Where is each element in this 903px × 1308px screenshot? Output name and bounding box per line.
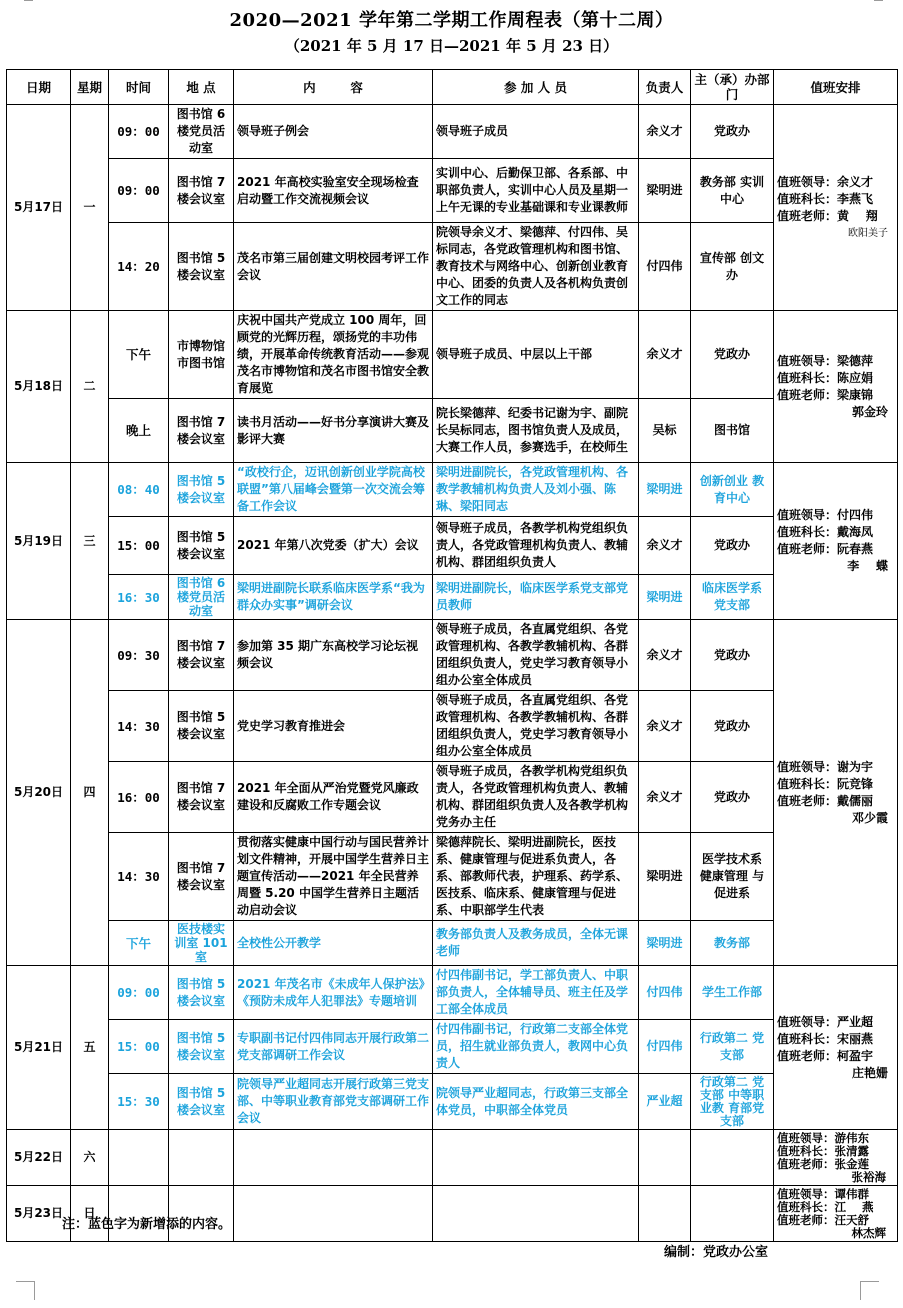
- participants-cell: 领导班子成员，各教学机构党组织负责人，各党政管理机构负责人、教辅机构、群团组织负责人及各教学机构党务办主任: [433, 762, 639, 833]
- participants-cell: 教务部负责人及教务成员，全体无课老师: [433, 921, 639, 966]
- duty-teacher: 值班老师：黄 翔: [777, 208, 878, 223]
- duty-chief: 值班科长：戴海凤: [777, 525, 874, 539]
- time-cell: 09：00: [109, 159, 169, 223]
- participants-cell: [433, 1130, 639, 1186]
- duty-cell: [774, 620, 898, 966]
- dept-cell: 教务部: [691, 921, 774, 966]
- leader-cell: 梁明进: [639, 921, 691, 966]
- table-row: [7, 517, 898, 575]
- time-cell: 下午: [109, 921, 169, 966]
- place-cell: 图书馆 7 楼会议室: [169, 762, 234, 833]
- participants-cell: 领导班子成员、中层以上干部: [433, 311, 639, 399]
- place-cell: 图书馆 5 楼会议室: [169, 966, 234, 1020]
- duty-cell: [774, 1130, 898, 1186]
- dept-cell: 党政办: [691, 105, 774, 159]
- time-cell: 14：30: [109, 691, 169, 762]
- leader-cell: 余义才: [639, 517, 691, 575]
- date-cell: 5月20日: [7, 620, 71, 966]
- duty-teacher: 值班老师：柯盈宇: [777, 1048, 874, 1063]
- editor-credit: 编制：党政办公室: [664, 1245, 769, 1260]
- table-row: [7, 966, 898, 1020]
- duty-teacher-2: 张裕海: [851, 1169, 886, 1184]
- participants-cell: 领导班子成员: [433, 105, 639, 159]
- time-cell: 15：00: [109, 1020, 169, 1074]
- time-cell: 晚上: [109, 399, 169, 463]
- dept-cell: 图书馆: [691, 399, 774, 463]
- weekday-cell: 六: [71, 1130, 109, 1186]
- time-cell: 14：30: [109, 833, 169, 921]
- table-row: [7, 575, 898, 620]
- content-cell: 参加第 35 期广东高校学习论坛视频会议: [234, 620, 433, 691]
- dept-cell: 医学技术系 健康管理 与促进系: [691, 833, 774, 921]
- participants-cell: 实训中心、后勤保卫部、各系部、中职部负责人，实训中心人员及星期一上午无课的专业基础课和专业课教师: [433, 159, 639, 223]
- header-row: [7, 70, 898, 105]
- table-row: [7, 1130, 898, 1186]
- content-cell: 领导班子例会: [234, 105, 433, 159]
- table-row: [7, 463, 898, 517]
- leader-cell: 余义才: [639, 762, 691, 833]
- dept-cell: 创新创业 教育中心: [691, 463, 774, 517]
- content-cell: [234, 1130, 433, 1186]
- place-cell: 图书馆 6 楼党员活动室: [169, 105, 234, 159]
- leader-cell: 余义才: [639, 691, 691, 762]
- duty-chief: 值班科长：陈应娟: [777, 370, 874, 385]
- participants-cell: 付四伟副书记，行政第二支部全体党员，招生就业部负责人，教网中心负责人: [433, 1020, 639, 1074]
- content-cell: 梁明进副院长联系临床医学系“我为群众办实事”调研会议: [234, 575, 433, 620]
- table-row: [7, 762, 898, 833]
- place-cell: 市博物馆 市图书馆: [169, 311, 234, 399]
- duty-chief: 值班科长：张清露: [777, 1143, 869, 1158]
- date-cell: 5月17日: [7, 105, 71, 311]
- table-row: [7, 620, 898, 691]
- col-header-dept: 主（承）办部 门: [691, 70, 774, 105]
- content-cell: 2021 年全面从严治党暨党风廉政建设和反腐败工作专题会议: [234, 762, 433, 833]
- time-cell: 16：00: [109, 762, 169, 833]
- content-cell: 庆祝中国共产党成立 100 周年，回顾党的光辉历程，颂扬党的丰功伟绩，开展革命传统教育活动——参观茂名市博物馆和茂名市图书馆安全教育展览: [234, 311, 433, 399]
- weekday-cell: 四: [71, 620, 109, 966]
- duty-chief: 值班科长：李燕飞: [777, 191, 874, 206]
- participants-cell: 院长梁德萍、纪委书记谢为宇、副院长吴标同志，图书馆负责人及成员，大赛工作人员，参赛选手，在校师生: [433, 399, 639, 463]
- leader-cell: 余义才: [639, 311, 691, 399]
- duty-leader: 值班领导：余义才: [777, 174, 874, 189]
- time-cell: 14：20: [109, 223, 169, 311]
- dept-cell: 宣传部 创文办: [691, 223, 774, 311]
- duty-teacher-2: 李 蝶: [847, 559, 888, 573]
- place-cell: 图书馆 7 楼会议室: [169, 159, 234, 223]
- participants-cell: 梁明进副院长，各党政管理机构、各教学教辅机构负责人及刘小强、陈琳、梁阳同志: [433, 463, 639, 517]
- leader-cell: [639, 1130, 691, 1186]
- leader-cell: 余义才: [639, 105, 691, 159]
- time-cell: 15：30: [109, 1074, 169, 1130]
- content-cell: “政校行企，迈讯创新创业学院高校联盟”第八届峰会暨第一次交流会筹备工作会议: [234, 463, 433, 517]
- leader-cell: 付四伟: [639, 1020, 691, 1074]
- table-row: [7, 833, 898, 921]
- duty-chief: 值班科长：宋丽燕: [777, 1031, 874, 1046]
- participants-cell: [433, 1186, 639, 1242]
- leader-cell: 梁明进: [639, 463, 691, 517]
- place-cell: 图书馆 5 楼会议室: [169, 1074, 234, 1130]
- table-row: [7, 399, 898, 463]
- duty-teacher-2: 郭金玲: [851, 404, 888, 419]
- dept-cell: 党政办: [691, 311, 774, 399]
- place-cell: 图书馆 7 楼会议室: [169, 833, 234, 921]
- weekday-cell: 三: [71, 463, 109, 620]
- table-row: [7, 311, 898, 399]
- table-row: [7, 1020, 898, 1074]
- leader-cell: 严业超: [639, 1074, 691, 1130]
- time-cell: [109, 1130, 169, 1186]
- table-row: [7, 921, 898, 966]
- place-cell: 图书馆 5 楼会议室: [169, 1020, 234, 1074]
- leader-cell: 付四伟: [639, 223, 691, 311]
- time-cell: 16：30: [109, 575, 169, 620]
- time-cell: 15：00: [109, 517, 169, 575]
- col-header-weekday: 星期: [71, 70, 109, 105]
- duty-chief: 值班科长：阮竞锋: [777, 776, 874, 791]
- leader-cell: [639, 1186, 691, 1242]
- col-header-content: 内 容: [234, 70, 433, 105]
- col-header-place: 地 点: [169, 70, 234, 105]
- col-header-leader: 负责人: [639, 70, 691, 105]
- content-cell: [234, 1186, 433, 1242]
- duty-teacher: 值班老师：阮春燕: [777, 542, 874, 556]
- weekday-cell: 二: [71, 311, 109, 463]
- place-cell: 图书馆 5 楼会议室: [169, 517, 234, 575]
- duty-leader: 值班领导：游伟东: [777, 1130, 869, 1145]
- leader-cell: 梁明进: [639, 159, 691, 223]
- table-row: [7, 1074, 898, 1130]
- table-row: [7, 223, 898, 311]
- schedule-table: [6, 69, 898, 1242]
- content-cell: 全校性公开教学: [234, 921, 433, 966]
- place-cell: 图书馆 7 楼会议室: [169, 620, 234, 691]
- place-cell: 图书馆 5 楼会议室: [169, 463, 234, 517]
- content-cell: 2021 年高校实验室安全现场检查启动暨工作交流视频会议: [234, 159, 433, 223]
- content-cell: 读书月活动——好书分享演讲大赛及影评大赛: [234, 399, 433, 463]
- duty-teacher-2: 邓少霞: [851, 810, 888, 825]
- content-cell: 专职副书记付四伟同志开展行政第二党支部调研工作会议: [234, 1020, 433, 1074]
- date-cell: 5月22日: [7, 1130, 71, 1186]
- participants-cell: 付四伟副书记，学工部负责人、中职部负责人，全体辅导员、班主任及学工部全体成员: [433, 966, 639, 1020]
- duty-teacher-2: 林杰辉: [851, 1225, 886, 1240]
- date-cell: 5月19日: [7, 463, 71, 620]
- col-header-duty: 值班安排: [774, 70, 898, 105]
- participants-cell: 院领导严业超同志，行政第三支部全体党员，中职部全体党员: [433, 1074, 639, 1130]
- dept-cell: 行政第二 党支部: [691, 1020, 774, 1074]
- duty-teacher: 值班老师：汪天舒: [777, 1212, 869, 1227]
- duty-cell: [774, 105, 898, 311]
- participants-cell: 梁明进副院长，临床医学系党支部党员教师: [433, 575, 639, 620]
- weekday-cell: 五: [71, 966, 109, 1130]
- content-cell: 茂名市第三届创建文明校园考评工作会议: [234, 223, 433, 311]
- col-header-participants: 参 加 人 员: [433, 70, 639, 105]
- participants-cell: 领导班子成员，各教学机构党组织负责人，各党政管理机构负责人、教辅机构、群团组织负责人: [433, 517, 639, 575]
- dept-cell: 临床医学系 党支部: [691, 575, 774, 620]
- crop-mark-bottom-left: [16, 1281, 35, 1300]
- duty-teacher: 值班老师：张金莲: [777, 1156, 869, 1171]
- place-cell: 图书馆 7 楼会议室: [169, 399, 234, 463]
- participants-cell: 梁德萍院长、梁明进副院长，医技系、健康管理与促进系负责人，各系、部教师代表，护理系、药学系、医技系、临床系、健康管理与促进系、中职部学生代表: [433, 833, 639, 921]
- duty-cell: [774, 311, 898, 463]
- time-cell: 09：30: [109, 620, 169, 691]
- place-cell: 医技楼实训室 101 室: [169, 921, 234, 966]
- table-row: [7, 105, 898, 159]
- time-cell: 09：00: [109, 105, 169, 159]
- participants-cell: 院领导余义才、梁德萍、付四伟、吴标同志，各党政管理机构和图书馆、教育技术与网络中心、创新创业教育中心、团委的负责人及各机构负责创文工作的同志: [433, 223, 639, 311]
- dept-cell: 党政办: [691, 620, 774, 691]
- leader-cell: 梁明进: [639, 833, 691, 921]
- date-cell: 5月18日: [7, 311, 71, 463]
- participants-cell: 领导班子成员，各直属党组织、各党政管理机构、各教学教辅机构、各群团组织负责人，党史学习教育领导小组办公室全体成员: [433, 691, 639, 762]
- duty-chief: 值班科长：江 燕: [777, 1199, 874, 1214]
- place-cell: [169, 1130, 234, 1186]
- duty-leader: 值班领导：严业超: [777, 1014, 874, 1029]
- content-cell: 贯彻落实健康中国行动与国民营养计划文件精神，开展中国学生营养日主题宣传活动——2021 年全民营养周暨 5.20 中国学生营养日主题活动启动会议: [234, 833, 433, 921]
- weekday-cell: 一: [71, 105, 109, 311]
- page-title: 2020—2021 学年第二学期工作周程表（第十二周）: [229, 10, 674, 31]
- leader-cell: 梁明进: [639, 575, 691, 620]
- dept-cell: [691, 1186, 774, 1242]
- duty-cell: [774, 463, 898, 620]
- content-cell: 院领导严业超同志开展行政第三党支部、中等职业教育部党支部调研工作会议: [234, 1074, 433, 1130]
- page-subtitle: （2021 年 5 月 17 日—2021 年 5 月 23 日）: [284, 37, 619, 55]
- place-cell: 图书馆 5 楼会议室: [169, 691, 234, 762]
- dept-cell: 教务部 实训中心: [691, 159, 774, 223]
- duty-leader: 值班领导：付四伟: [777, 508, 874, 522]
- duty-leader: 值班领导：梁德萍: [777, 353, 874, 368]
- dept-cell: 党政办: [691, 762, 774, 833]
- duty-teacher: 值班老师：戴儒丽: [777, 793, 874, 808]
- content-cell: 2021 年茂名市《未成年人保护法》《预防未成年人犯罪法》专题培训: [234, 966, 433, 1020]
- crop-mark-top-right: [874, 0, 883, 1]
- crop-mark-bottom-right: [860, 1281, 879, 1300]
- participants-cell: 领导班子成员，各直属党组织、各党政管理机构、各教学教辅机构、各群团组织负责人，党史学习教育领导小组办公室全体成员: [433, 620, 639, 691]
- leader-cell: 吴标: [639, 399, 691, 463]
- duty-leader: 值班领导：谭伟群: [777, 1186, 869, 1201]
- crop-mark-top-left: [24, 0, 33, 1]
- dept-cell: [691, 1130, 774, 1186]
- duty-leader: 值班领导：谢为宇: [777, 759, 874, 774]
- table-row: [7, 159, 898, 223]
- dept-cell: 学生工作部: [691, 966, 774, 1020]
- content-cell: 2021 年第八次党委（扩大）会议: [234, 517, 433, 575]
- duty-teacher-2: 欧阳美子: [848, 227, 888, 239]
- weekday-cell: 日: [71, 1186, 109, 1242]
- date-cell: 5月21日: [7, 966, 71, 1130]
- dept-cell: 党政办: [691, 691, 774, 762]
- duty-teacher-2: 庄艳姗: [851, 1065, 888, 1080]
- col-header-time: 时间: [109, 70, 169, 105]
- time-cell: 08：40: [109, 463, 169, 517]
- footnote: 注：蓝色字为新增添的内容。: [62, 1217, 232, 1232]
- place-cell: 图书馆 5 楼会议室: [169, 223, 234, 311]
- date-cell: 5月23日: [7, 1186, 71, 1242]
- time-cell: 09：00: [109, 966, 169, 1020]
- duty-cell: [774, 1186, 898, 1242]
- leader-cell: 付四伟: [639, 966, 691, 1020]
- dept-cell: 行政第二 党支部 中等职业教 育部党支部: [691, 1074, 774, 1130]
- dept-cell: 党政办: [691, 517, 774, 575]
- col-header-date: 日期: [7, 70, 71, 105]
- content-cell: 党史学习教育推进会: [234, 691, 433, 762]
- duty-teacher: 值班老师：梁康锦: [777, 387, 874, 402]
- place-cell: 图书馆 6 楼党员活动室: [169, 575, 234, 620]
- leader-cell: 余义才: [639, 620, 691, 691]
- table-row: [7, 691, 898, 762]
- time-cell: 下午: [109, 311, 169, 399]
- duty-cell: [774, 966, 898, 1130]
